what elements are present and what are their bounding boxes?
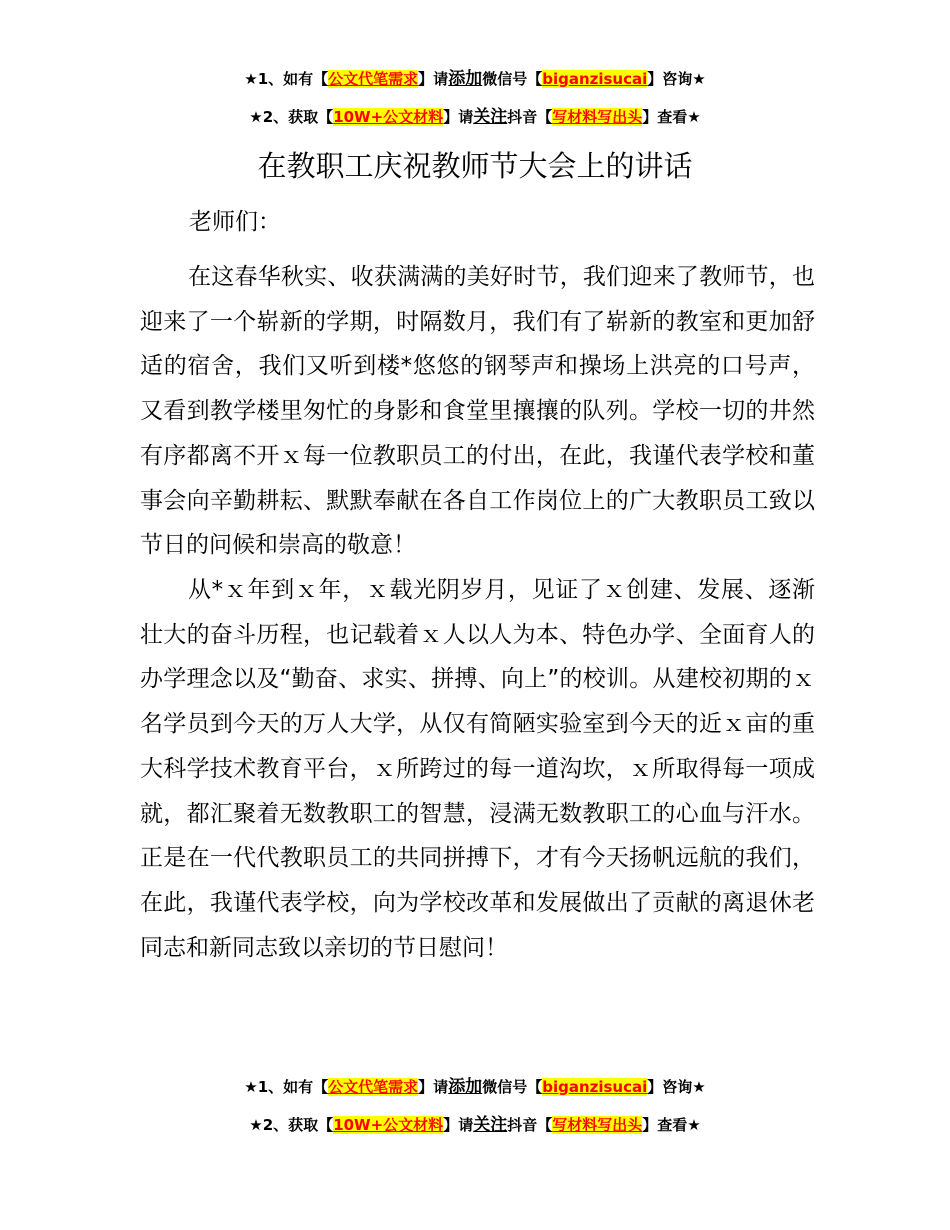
paragraph-2: 从*ｘ年到ｘ年，ｘ载光阴岁月，见证了ｘ创建、发展、逐渐壮大的奋斗历程，也记载着ｘ人以人为本、特色办学、全面育人的办学理念以及“勤奋、求实、拼搏、向上”的校训。从建校初期的ｘ名学员到今天的万人大学，从仅有简陋实验室到今天的近ｘ亩的重大科学技术教育平台，ｘ所跨过的每一道沟坎，ｘ所取得每一项成就，都汇聚着无数教职工的智慧，浸满无数教职工的心血与汗水。正是在一代代教职员工的共同拼搏下，才有今天扬帆远航的我们，在此，我谨代表学校，向为学校改革和发展做出了贡献的离退休老同志和新同志致以亲切的节日慰问！ <box>140 577 815 961</box>
promo-highlight-materials: 10W+公文材料 <box>333 108 444 126</box>
greeting: 老师们： <box>189 209 281 235</box>
promo-text: 】请 <box>443 108 474 126</box>
promo-line-2-bottom <box>0 1115 950 1135</box>
promo-text: 】请 <box>443 1116 474 1134</box>
promo-emphasis: 关注 <box>473 1115 508 1135</box>
promo-prefix: 1、如有【 <box>257 70 329 88</box>
promo-emphasis: 添加 <box>448 69 483 89</box>
star-icon: ★ <box>249 108 263 126</box>
promo-text: 抖音【 <box>507 1116 553 1134</box>
promo-line-2-top <box>0 107 950 127</box>
star-icon: ★ <box>692 1078 706 1096</box>
promo-suffix: 】查看 <box>642 108 688 126</box>
paragraph-1: 在这春华秋实、收获满满的美好时节，我们迎来了教师节，也迎来了一个崭新的学期，时隔数月，我们有了崭新的教室和更加舒适的宿舍，我们又听到楼*悠悠的钢琴声和操场上洪亮的口号声，又看到教学楼里匆忙的身影和食堂里攘攘的队列。学校一切的井然有序都离不开ｘ每一位教职员工的付出，在此，我谨代表学校和董事会向辛勤耕耘、默默奉献在各自工作岗位上的广大教职员工致以节日的问候和崇高的敬意！ <box>140 264 815 559</box>
promo-prefix: 2、获取【 <box>262 108 334 126</box>
promo-highlight-douyin: 写材料写出头 <box>552 108 643 126</box>
promo-emphasis: 添加 <box>448 1077 483 1097</box>
star-icon: ★ <box>249 1116 263 1134</box>
star-icon: ★ <box>687 108 701 126</box>
promo-suffix: 】咨询 <box>647 70 693 88</box>
promo-highlight-service: 公文代笔需求 <box>328 1078 419 1096</box>
promo-suffix: 】咨询 <box>647 1078 693 1096</box>
promo-text: 】请 <box>418 70 449 88</box>
promo-highlight-wechat-id: biganzisucai <box>542 70 648 88</box>
star-icon: ★ <box>244 1078 258 1096</box>
document-title: 在教职工庆祝教师节大会上的讲话 <box>257 149 693 183</box>
star-icon: ★ <box>244 70 258 88</box>
promo-highlight-service: 公文代笔需求 <box>328 70 419 88</box>
star-icon: ★ <box>692 70 706 88</box>
promo-highlight-wechat-id: biganzisucai <box>542 1078 648 1096</box>
promo-highlight-materials: 10W+公文材料 <box>333 1116 444 1134</box>
star-icon: ★ <box>687 1116 701 1134</box>
promo-text: 微信号【 <box>482 70 543 88</box>
promo-emphasis: 关注 <box>473 107 508 127</box>
promo-prefix: 1、如有【 <box>257 1078 329 1096</box>
promo-highlight-douyin: 写材料写出头 <box>552 1116 643 1134</box>
promo-text: 】请 <box>418 1078 449 1096</box>
promo-line-1-top <box>0 69 950 89</box>
promo-text: 抖音【 <box>507 108 553 126</box>
promo-text: 微信号【 <box>482 1078 543 1096</box>
promo-line-1-bottom <box>0 1077 950 1097</box>
promo-suffix: 】查看 <box>642 1116 688 1134</box>
promo-prefix: 2、获取【 <box>262 1116 334 1134</box>
